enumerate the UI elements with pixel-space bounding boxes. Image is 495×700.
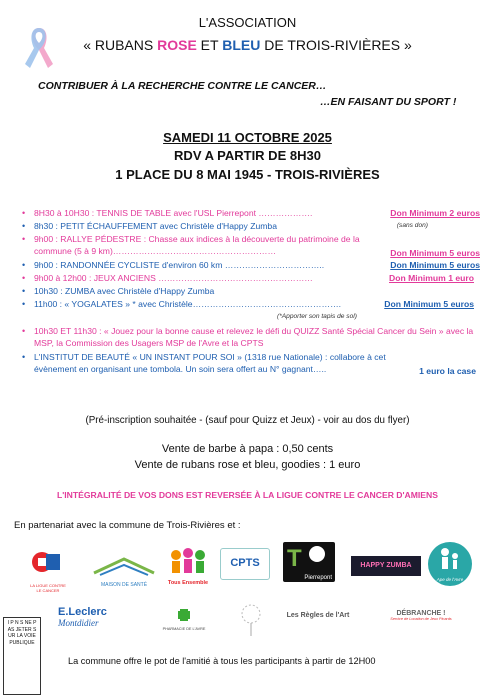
- pharmacy-cross-icon: [156, 608, 212, 622]
- event-date: SAMEDI 11 OCTOBRE 2025: [163, 130, 332, 145]
- program-don: Don Minimum 5 euros: [384, 299, 474, 309]
- debranche-logo: [376, 610, 466, 634]
- note-row: [22, 311, 480, 325]
- program-item: [22, 351, 480, 377]
- happy-zumba-logo: [351, 556, 421, 576]
- ligue-emblem-icon: [28, 548, 68, 578]
- regles-text: Les Règles de l'Art: [286, 612, 350, 619]
- program-text: 8H30 à 10H30 : TENNIS DE TABLE avec l'USL Pierrepont ……………….: [34, 208, 313, 218]
- event-place: 1 PLACE DU 8 MAI 1945 - TROIS-RIVIÈRES: [115, 167, 380, 182]
- program-don: Don Minimum 5 euros: [390, 247, 480, 258]
- bullet-icon: •: [22, 234, 26, 244]
- table-tennis-icon: [283, 542, 335, 570]
- maison-text: MAISON DE SANTÉ: [100, 582, 148, 588]
- event-rdv: RDV A PARTIR DE 8H30: [174, 148, 321, 163]
- montdidier-text: Montdidier: [58, 618, 99, 628]
- ligue-logo: [28, 548, 68, 592]
- maison-sante-logo: [90, 555, 158, 589]
- ape-avre-logo: [428, 542, 472, 586]
- bullet-icon: •: [22, 260, 26, 270]
- program-text: 11h00 : « YOGALATES » * avec Christèle…………………………………………….: [34, 299, 342, 309]
- program-list: [22, 207, 480, 377]
- happyzumba-text: HAPPY ZUMBA: [360, 562, 412, 569]
- association-name: [0, 37, 495, 53]
- ipns-box: I P N S NE PAS JETER SUR LA VOIE PUBLIQUE: [3, 617, 41, 695]
- program-don: Don Minimum 1 euro: [389, 273, 474, 283]
- pharmacie-text: PHARMACIE DE L'AVRE: [162, 627, 206, 631]
- bullet-icon: •: [22, 326, 26, 336]
- program-don: 1 euro la case: [419, 365, 476, 376]
- flower-logo: [230, 602, 272, 638]
- regles-art-logo: [285, 612, 351, 632]
- pharmacie-logo: [156, 608, 212, 632]
- association-line: L'ASSOCIATION: [198, 15, 297, 30]
- program-text: 9h00 : RANDONNÉE CYCLISTE d'environ 60 km ……………………………..: [34, 260, 325, 270]
- name-rose: ROSE: [157, 37, 197, 53]
- name-mid: ET: [196, 37, 223, 53]
- pierrepont-logo: [283, 542, 335, 582]
- tous-text: Tous Ensemble: [167, 580, 209, 586]
- leclerc-text: E.Leclerc: [58, 606, 107, 618]
- cpts-logo: [220, 548, 270, 580]
- program-item: [22, 220, 480, 233]
- partenariat-label: En partenariat avec la commune de Trois-Rivières et :: [14, 520, 241, 531]
- program-don: (sans don): [396, 222, 428, 229]
- people-group-icon: [166, 545, 210, 575]
- name-prefix: « RUBANS: [83, 37, 158, 53]
- vente-rubans: Vente de rubans rose et bleu, goodies : 1 euro: [134, 459, 361, 471]
- bullet-icon: •: [22, 352, 26, 362]
- program-don: Don Minimum 2 euros: [390, 208, 480, 218]
- tagline-1: CONTRIBUER À LA RECHERCHE CONTRE LE CANCER…: [38, 80, 327, 92]
- bullet-icon: •: [22, 273, 26, 283]
- name-bleu: BLEU: [222, 37, 261, 53]
- parent-child-icon: [428, 542, 472, 572]
- integralite-dons: L'INTÉGRALITÉ DE VOS DONS EST REVERSÉE À LA LIGUE CONTRE LE CANCER D'AMIENS: [57, 490, 438, 500]
- bullet-icon: •: [22, 208, 26, 218]
- program-don: Don Minimum 5 euros: [390, 260, 480, 270]
- program-item: [22, 272, 480, 285]
- footer-text: La commune offre le pot de l'amitié à tous les participants à partir de 12H00: [68, 656, 376, 666]
- program-item: [22, 233, 480, 259]
- debranche-sub: Service de Location de Jeux Picards: [390, 617, 452, 621]
- note-tapis: (*Apporter son tapis de sol): [277, 313, 357, 320]
- tous-ensemble-logo: [166, 545, 210, 587]
- program-text: 9h00 à 12h00 : JEUX ANCIENS ………………………………………………: [34, 273, 313, 283]
- debranche-text: DÉBRANCHE !: [396, 610, 446, 617]
- vente-barbe: Vente de barbe à papa : 0,50 cents: [161, 443, 334, 455]
- bullet-icon: •: [22, 221, 26, 231]
- program-item: [22, 325, 480, 351]
- preinscription: (Pré-inscription souhaitée - (sauf pour Quizz et Jeux) - voir au dos du flyer): [85, 415, 410, 426]
- bullet-icon: •: [22, 286, 26, 296]
- program-item: [22, 285, 480, 298]
- avre-text: Ape de l'Avre: [436, 577, 464, 582]
- program-text: L'INSTITUT DE BEAUTÉ « UN INSTANT POUR SOI » (1318 rue Nationale) : collabore à cet évènement en organisant une tombola. Un soin sera offert au N° gagnant…..: [34, 352, 386, 375]
- program-text: 8h30 : PETIT ÉCHAUFFEMENT avec Christèle d'Happy Zumba: [34, 221, 277, 231]
- dandelion-icon: [230, 602, 272, 638]
- pierrepont-text: Pierrepont: [304, 575, 332, 581]
- program-item: [22, 207, 480, 220]
- program-item: [22, 259, 480, 272]
- program-item: [22, 298, 480, 311]
- program-text: 10h30 ET 11h30 : « Jouez pour la bonne cause et relevez le défi du QUIZZ Santé Spécial Cancer du Sein » avec la MSP, la Commission des Usagers MSP de l'Avre et la CPTS: [34, 326, 474, 349]
- bullet-icon: •: [22, 299, 26, 309]
- program-text: 10h30 : ZUMBA avec Christèle d'Happy Zumba: [34, 286, 215, 296]
- tagline-2: …EN FAISANT DU SPORT !: [320, 96, 457, 108]
- program-text: 9h00 : RALLYE PÉDESTRE : Chasse aux indices à la découverte du patrimoine de la commune (5 à 9 km)…………………………………………………: [34, 234, 360, 257]
- name-suffix: DE TROIS-RIVIÈRES »: [260, 37, 412, 53]
- svg-text:T: T: [287, 545, 302, 570]
- maison-roof-icon: [90, 555, 158, 577]
- ligue-text: LA LIGUE CONTRE LE CANCER: [30, 583, 66, 593]
- cpts-text: CPTS: [230, 557, 260, 569]
- leclerc-logo: [58, 606, 126, 636]
